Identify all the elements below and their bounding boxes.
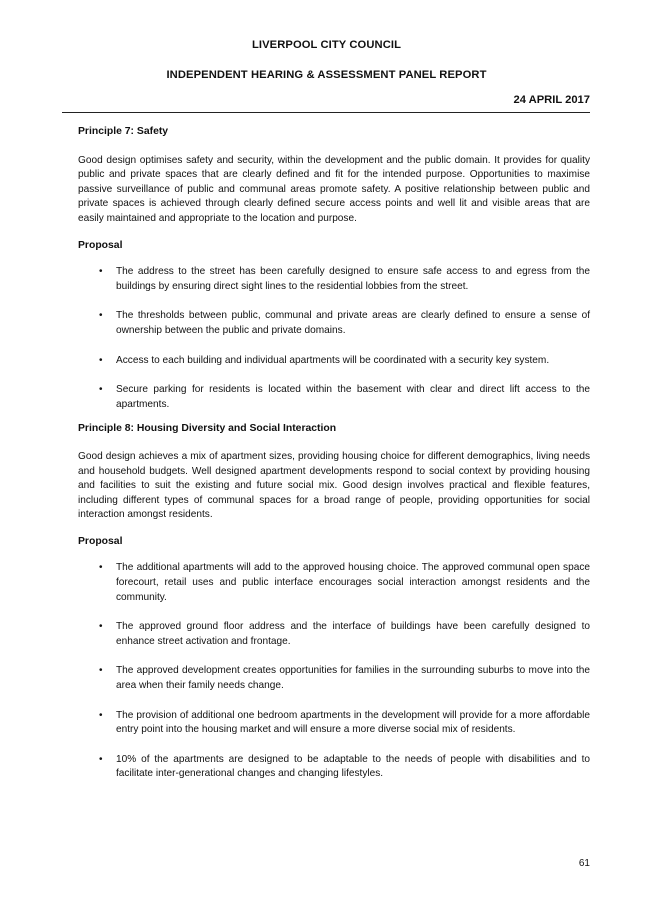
bullet-icon: • <box>99 310 103 322</box>
list-item <box>78 309 590 338</box>
section-heading-safety: Principle 7: Safety <box>78 126 169 137</box>
bullet-icon: • <box>99 621 103 633</box>
report-body <box>78 125 590 782</box>
page-number: 61 <box>578 858 590 869</box>
list-item <box>78 664 590 693</box>
list-item <box>78 383 590 412</box>
section-heading-housing-diversity: Principle 8: Housing Diversity and Social Interaction <box>78 423 337 435</box>
bullet-icon: • <box>99 266 103 278</box>
bullet-list <box>78 561 590 782</box>
bullet-icon: • <box>99 753 103 765</box>
section-paragraph: Good design optimises safety and security, within the development and the public domain. It provides for quality public and private spaces that are clearly defined and fit for the intended purpose. Opportunities to maximise passive surveillance of public and communal areas promote safety. A positive relationship between public and private spaces is achieved through clearly defined secure access points and well lit and visible areas that are easily maintained and appropriate to the location and purpose. <box>78 154 590 224</box>
bullet-icon: • <box>99 665 103 677</box>
list-item-text: The provision of additional one bedroom apartments in the development will provide for a more affordable entry point into the housing market and will ensure a more diverse social mix of residents. <box>116 709 590 736</box>
list-item <box>78 620 590 649</box>
bullet-icon: • <box>99 562 103 574</box>
council-name: LIVERPOOL CITY COUNCIL <box>251 39 402 51</box>
list-item-text: The thresholds between public, communal and private areas are clearly defined to ensure a sense of ownership between the public and private domains. <box>116 310 590 336</box>
list-item-text: Access to each building and individual apartments will be coordinated with a security key system. <box>116 354 550 366</box>
list-item-text: The address to the street has been carefully designed to ensure safe access to and egress from the buildings by ensuring direct sight lines to the residential lobbies from the street. <box>116 266 590 292</box>
bullet-list <box>78 265 590 412</box>
list-item <box>78 753 590 782</box>
list-item-text: 10% of the apartments are designed to be adaptable to the needs of people with disabilities and to facilitate inter-generational changes and changing lifestyles. <box>116 753 590 780</box>
list-item-text: The approved development creates opportunities for families in the surrounding suburbs to move into the area when their family needs change. <box>116 665 590 692</box>
section-paragraph: Good design achieves a mix of apartment sizes, providing housing choice for different demographics, living needs and household budgets. Well designed apartment developments respond to social context by providing housing and facilities to suit the existing and future social mix. Good design involves practical and flexible features, including different types of communal spaces for a broad range of people, providing opportunities for social interaction amongst residents. <box>78 450 590 521</box>
proposal-heading: Proposal <box>78 535 123 547</box>
list-item <box>78 561 590 605</box>
list-item-text: The additional apartments will add to the approved housing choice. The approved communal open space forecourt, retail uses and public interface encourages social interaction amongst residents and the community. <box>116 562 590 603</box>
list-item <box>78 354 590 369</box>
bullet-icon: • <box>99 709 103 721</box>
proposal-heading: Proposal <box>78 239 123 251</box>
list-item <box>78 265 590 294</box>
bullet-icon: • <box>99 354 103 366</box>
header-divider <box>62 112 590 113</box>
report-title: INDEPENDENT HEARING & ASSESSMENT PANEL REPORT <box>166 69 487 81</box>
report-date: 24 APRIL 2017 <box>513 94 590 106</box>
list-item-text: The approved ground floor address and the interface of buildings have been carefully designed to enhance street activation and frontage. <box>116 621 590 647</box>
bullet-icon: • <box>99 384 103 396</box>
list-item <box>78 709 590 738</box>
list-item-text: Secure parking for residents is located within the basement with clear and direct lift access to the apartments. <box>116 384 590 410</box>
